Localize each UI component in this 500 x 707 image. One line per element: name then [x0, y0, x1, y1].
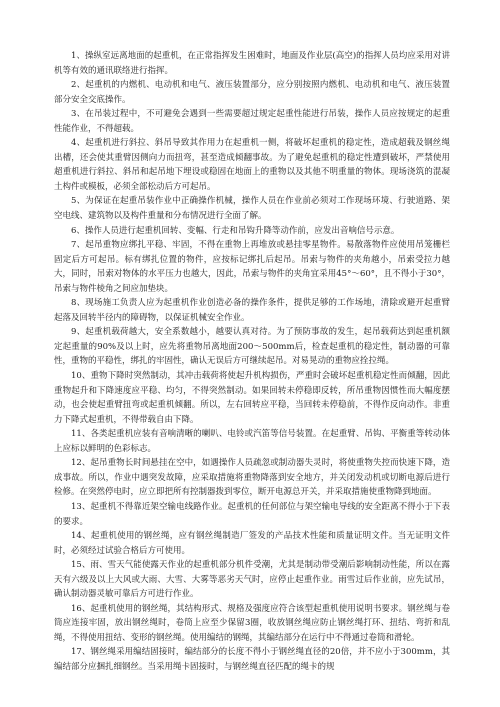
- paragraph-15: 15、雨、雪天气能使露天作业的起重机部分机件受潮，尤其是制动带受潮后影响制动性能，所以在露天有六级及以上大风或大雨、大雪、大雾等恶劣天气时，应停止起重作业。雨雪过后作业前，应先试吊，确认制动器灵敏可靠后方可进行作业。: [54, 560, 450, 600]
- paragraph-5: 5、为保证在起重吊装作业中正确操作机械，操作人员在作业前必须对工作现场环境、行驶道路、架空电线、建筑物以及构件重量和分布情况进行全面了解。: [54, 196, 450, 222]
- paragraph-7: 7、起吊重物应绑扎平稳、牢固，不得在重物上再堆放或悬挂零星物件。易散落物件应使用吊笼栅栏固定后方可起吊。标有绑扎位置的物件，应按标记绑扎后起吊。吊索与物件的夹角越小，吊索受拉力越大，同时，吊索对物体的水平压力也越大，因此，吊索与物件的夹角宜采用45°～60°，且不得小于30°，吊索与物件棱角之间应加垫块。: [54, 240, 450, 294]
- document-page: [54, 49, 450, 675]
- paragraph-2: 2、起重机的内燃机、电动机和电气、液压装置部分，应分别按照内燃机、电动机和电气、液压装置部分安全交底操作。: [54, 80, 450, 105]
- paragraph-10: 10、重物下降时突然制动，其冲击载荷将使起升机构损伤，严重时会破坏起重机稳定性而倾翻，因此重物起升和下降速度应平稳、均匀，不得突然制动。如果回转未停稳即反转，所吊重物因惯性而大幅度摆动，也会使起重臂扭弯或起重机倾翻。所以，左右回转应平稳，当回转未停稳前，不得作反向动作。非重力下降式起重机，不得带载自由下降。: [54, 371, 450, 425]
- paragraph-8: 8、现场施工负责人应为起重机作业创造必备的操作条件，提供足够的工作场地，清除或避开起重臂起落及回转半径内的障碍物，以保证机械安全作业。: [54, 298, 450, 323]
- paragraph-13: 13、起重机不得靠近架空输电线路作业。起重机的任何部位与架空输电导线的安全距离不得小于下表的要求。: [54, 501, 450, 527]
- paragraph-3: 3、在吊装过程中，不可避免会遇到一些需要超过规定起重性能进行吊装，操作人员应按规定的起重性能作业，不得超载。: [54, 109, 450, 134]
- paragraph-14: 14、起重机使用的钢丝绳，应有钢丝绳制造厂签发的产品技术性能和质量证明文件。当无证明文件时，必须经过试验合格后方可使用。: [54, 531, 450, 556]
- paragraph-16: 16、起重机使用的钢丝绳，其结构形式、规格及强度应符合该型起重机使用说明书要求。钢丝绳与卷筒应连接牢固，放出钢丝绳时，卷筒上应至少保留3圈，收放钢丝绳应防止钢丝绳打环、扭结、弯折和乱绳，不得使用扭结、变形的钢丝绳。使用编结的钢绳，其编结部分在运行中不得通过卷筒和滑轮。: [54, 603, 450, 643]
- paragraph-1: 1、操纵室远离地面的起重机，在正常指挥发生困难时，地面及作业层(高空)的指挥人员均应采用对讲机等有效的通讯联络进行指挥。: [54, 51, 450, 76]
- paragraph-12: 12、起吊重物长时间悬挂在空中，如遇操作人员疏忽或制动器失灵时，将使重物失控而快速下降，造成事故。所以，作业中遇突发故障，应采取措施将重物降落到安全地方，并关闭发动机或切断电源后进行检修。在突然停电时，应立即把所有控制器拨到零位，断开电源总开关，并采取措施使重物降到地面。: [54, 458, 450, 498]
- paragraph-11: 11、各类起重机应装有音响清晰的喇叭、电铃或汽笛等信号装置。在起重臂、吊钩、平衡重等转动体上应标以鲜明的色彩标志。: [54, 429, 450, 454]
- paragraph-4: 4、起重机进行斜拉、斜吊导致其作用力在起重机一侧，将破坏起重机的稳定性，造成超载及钢丝绳出槽，还会使其重臂因侧向力而扭弯，甚至造成倾翻事故。为了避免起重机的稳定性遭到破坏，严禁使用超重机进行斜拉、斜吊和起吊地下埋设或稳固在地面上的重物以及其他不明重量的物体。现场浇筑的混凝土构件或模板，必须全部松动后方可起吊。: [54, 138, 450, 192]
- paragraph-6: 6、操作人员进行起重机回转、变幅、行走和吊钩升降等动作前，应发出音响信号示意。: [71, 225, 400, 236]
- paragraph-9: 9、起重机载荷越大，安全系数越小，越要认真对待。为了预防事故的发生，起吊载荷达到起重机额定起重量的90%及以上时，应先将重物吊离地面200～500mm后，检查起重机的稳定性，制动器的可靠性，重物的平稳性，绑扎的牢固性，确认无误后方可继续起吊。对易晃动的重物应拴拉绳。: [54, 327, 450, 367]
- paragraph-17: 17、钢丝绳采用编结固接时，编结部分的长度不得小于钢丝绳直径的20倍，并不应小于300mm，其编结部分应捆扎细钢丝。当采用绳卡固接时，与钢丝绳直径匹配的绳卡的规: [54, 647, 450, 672]
